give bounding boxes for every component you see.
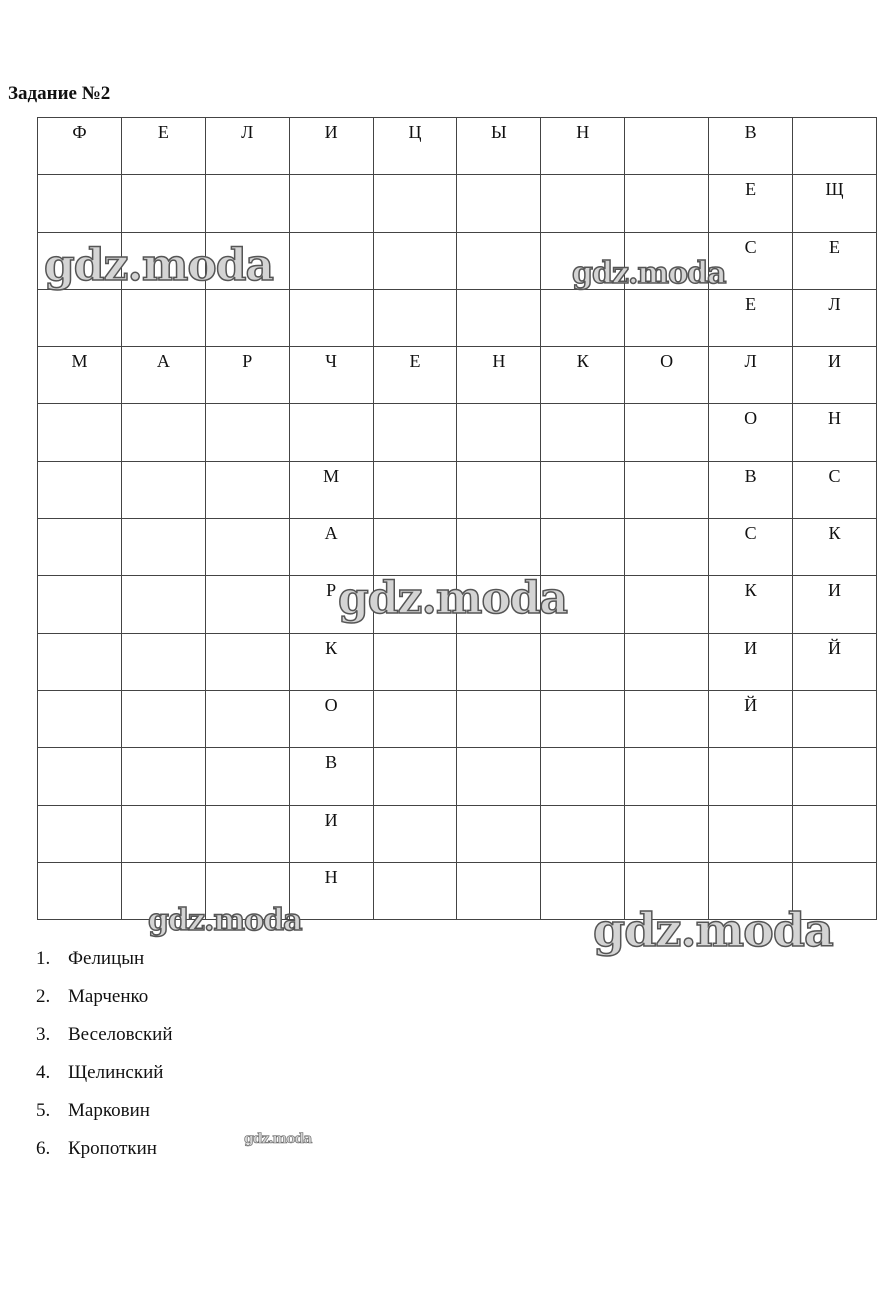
- grid-cell: [373, 289, 457, 346]
- grid-cell: [793, 118, 877, 175]
- grid-cell: [541, 289, 625, 346]
- grid-cell: [625, 289, 709, 346]
- grid-cell: Е: [373, 347, 457, 404]
- grid-cell: [38, 576, 122, 633]
- grid-cell: В: [709, 118, 793, 175]
- grid-cell: [205, 576, 289, 633]
- grid-cell: [373, 175, 457, 232]
- grid-cell: [373, 404, 457, 461]
- grid-cell: Щ: [793, 175, 877, 232]
- grid-cell: [457, 289, 541, 346]
- grid-cell: [121, 289, 205, 346]
- answer-list: [36, 940, 173, 1168]
- grid-cell: [457, 576, 541, 633]
- grid-cell: Е: [709, 175, 793, 232]
- grid-cell: Р: [205, 347, 289, 404]
- grid-cell: [625, 118, 709, 175]
- watermark: gdz.moda: [148, 903, 302, 938]
- grid-cell: [121, 232, 205, 289]
- grid-cell: [541, 404, 625, 461]
- grid-cell: [121, 461, 205, 518]
- grid-cell: [205, 519, 289, 576]
- grid-cell: [373, 461, 457, 518]
- grid-cell: [457, 461, 541, 518]
- answer-item: 3. Веселовский: [36, 1024, 173, 1045]
- grid-cell: [457, 404, 541, 461]
- grid-cell: М: [38, 347, 122, 404]
- grid-cell: [625, 633, 709, 690]
- grid-cell: [625, 805, 709, 862]
- grid-cell: [373, 862, 457, 919]
- grid-row: [38, 633, 877, 690]
- grid-cell: К: [709, 576, 793, 633]
- grid-row: [38, 461, 877, 518]
- grid-cell: [205, 690, 289, 747]
- grid-cell: [38, 175, 122, 232]
- answer-item: 1. Фелицын: [36, 948, 145, 969]
- grid-cell: [541, 519, 625, 576]
- grid-cell: Н: [793, 404, 877, 461]
- grid-cell: [457, 862, 541, 919]
- grid-cell: И: [289, 118, 373, 175]
- grid-cell: [793, 862, 877, 919]
- grid-cell: [541, 232, 625, 289]
- grid-row: [38, 748, 877, 805]
- grid-cell: [709, 748, 793, 805]
- grid-cell: [625, 576, 709, 633]
- grid-cell: О: [625, 347, 709, 404]
- grid-cell: [457, 748, 541, 805]
- watermark: gdz.moda: [572, 256, 726, 291]
- grid-cell: [121, 805, 205, 862]
- grid-cell: [121, 690, 205, 747]
- grid-cell: Н: [457, 347, 541, 404]
- grid-cell: [373, 519, 457, 576]
- grid-cell: А: [289, 519, 373, 576]
- grid-cell: Л: [205, 118, 289, 175]
- grid-cell: [38, 232, 122, 289]
- grid-row: [38, 519, 877, 576]
- grid-cell: В: [289, 748, 373, 805]
- grid-cell: [121, 748, 205, 805]
- grid-cell: С: [793, 461, 877, 518]
- grid-cell: Е: [121, 118, 205, 175]
- grid-cell: [205, 461, 289, 518]
- grid-cell: [541, 862, 625, 919]
- grid-cell: [625, 404, 709, 461]
- grid-cell: Л: [709, 347, 793, 404]
- grid-row: [38, 232, 877, 289]
- grid-cell: [38, 748, 122, 805]
- grid-cell: [289, 232, 373, 289]
- grid-cell: [625, 748, 709, 805]
- grid-cell: [625, 175, 709, 232]
- grid-cell: [121, 862, 205, 919]
- grid-cell: Ц: [373, 118, 457, 175]
- grid-cell: [793, 805, 877, 862]
- grid-cell: [205, 805, 289, 862]
- grid-cell: Ч: [289, 347, 373, 404]
- grid-cell: [205, 748, 289, 805]
- grid-cell: [289, 289, 373, 346]
- grid-cell: [121, 519, 205, 576]
- grid-cell: [541, 175, 625, 232]
- grid-cell: [541, 805, 625, 862]
- grid-cell: [205, 862, 289, 919]
- grid-cell: О: [709, 404, 793, 461]
- grid-row: [38, 805, 877, 862]
- grid-row: [38, 862, 877, 919]
- grid-cell: [541, 633, 625, 690]
- task-title: Задание №2: [8, 83, 111, 104]
- grid-row: [38, 289, 877, 346]
- grid-cell: [457, 519, 541, 576]
- grid-cell: [205, 404, 289, 461]
- answer-item: 6. Кропоткин: [36, 1138, 157, 1159]
- grid-cell: [541, 461, 625, 518]
- grid-cell: Р: [289, 576, 373, 633]
- grid-row: [38, 690, 877, 747]
- grid-cell: Й: [709, 690, 793, 747]
- grid-cell: [457, 232, 541, 289]
- answer-item: 4. Щелинский: [36, 1062, 164, 1083]
- grid-cell: [289, 404, 373, 461]
- grid-cell: И: [793, 576, 877, 633]
- grid-cell: [38, 289, 122, 346]
- grid-cell: А: [121, 347, 205, 404]
- grid-cell: [121, 404, 205, 461]
- grid-cell: [373, 748, 457, 805]
- grid-cell: [457, 805, 541, 862]
- grid-cell: [38, 805, 122, 862]
- grid-cell: Е: [709, 289, 793, 346]
- answer-item: 2. Марченко: [36, 986, 149, 1007]
- grid-cell: [373, 232, 457, 289]
- grid-cell: [457, 633, 541, 690]
- grid-cell: [625, 461, 709, 518]
- grid-cell: [793, 748, 877, 805]
- grid-cell: [793, 690, 877, 747]
- grid-cell: Ы: [457, 118, 541, 175]
- grid-cell: [709, 805, 793, 862]
- grid-cell: [38, 690, 122, 747]
- watermark: gdz.moda: [338, 573, 568, 624]
- grid-cell: [205, 289, 289, 346]
- grid-cell: [373, 576, 457, 633]
- grid-cell: [625, 519, 709, 576]
- grid-cell: Е: [793, 232, 877, 289]
- grid-cell: [38, 461, 122, 518]
- grid-row: [38, 175, 877, 232]
- grid-cell: [625, 232, 709, 289]
- grid-cell: [205, 175, 289, 232]
- grid-row: [38, 404, 877, 461]
- grid-cell: Н: [541, 118, 625, 175]
- grid-cell: В: [709, 461, 793, 518]
- grid-cell: К: [289, 633, 373, 690]
- grid-row: [38, 576, 877, 633]
- grid-cell: Ф: [38, 118, 122, 175]
- watermark: gdz.moda: [44, 240, 274, 291]
- grid-cell: Л: [793, 289, 877, 346]
- grid-cell: [625, 862, 709, 919]
- grid-cell: [205, 633, 289, 690]
- grid-cell: [373, 805, 457, 862]
- grid-row: [38, 347, 877, 404]
- grid-cell: [121, 633, 205, 690]
- grid-cell: [541, 690, 625, 747]
- grid-cell: [709, 862, 793, 919]
- grid-cell: К: [541, 347, 625, 404]
- watermark: gdz.moda: [244, 1131, 312, 1147]
- grid-cell: [541, 576, 625, 633]
- grid-cell: С: [709, 519, 793, 576]
- grid-cell: [38, 404, 122, 461]
- grid-cell: О: [289, 690, 373, 747]
- grid-cell: [38, 519, 122, 576]
- grid-cell: [289, 175, 373, 232]
- grid-cell: [457, 175, 541, 232]
- grid-cell: Й: [793, 633, 877, 690]
- grid-cell: [38, 862, 122, 919]
- answer-item: 5. Марковин: [36, 1100, 150, 1121]
- crossword-grid: [37, 117, 877, 920]
- grid-cell: Н: [289, 862, 373, 919]
- grid-cell: И: [709, 633, 793, 690]
- grid-cell: [373, 633, 457, 690]
- grid-cell: [541, 748, 625, 805]
- grid-cell: [38, 633, 122, 690]
- watermark: gdz.moda: [593, 903, 833, 957]
- grid-row: [38, 118, 877, 175]
- grid-cell: С: [709, 232, 793, 289]
- grid-cell: [205, 232, 289, 289]
- grid-cell: К: [793, 519, 877, 576]
- grid-cell: [121, 576, 205, 633]
- grid-cell: И: [793, 347, 877, 404]
- grid-cell: [121, 175, 205, 232]
- grid-cell: И: [289, 805, 373, 862]
- grid-cell: [457, 690, 541, 747]
- grid-cell: М: [289, 461, 373, 518]
- grid-cell: [625, 690, 709, 747]
- grid-cell: [373, 690, 457, 747]
